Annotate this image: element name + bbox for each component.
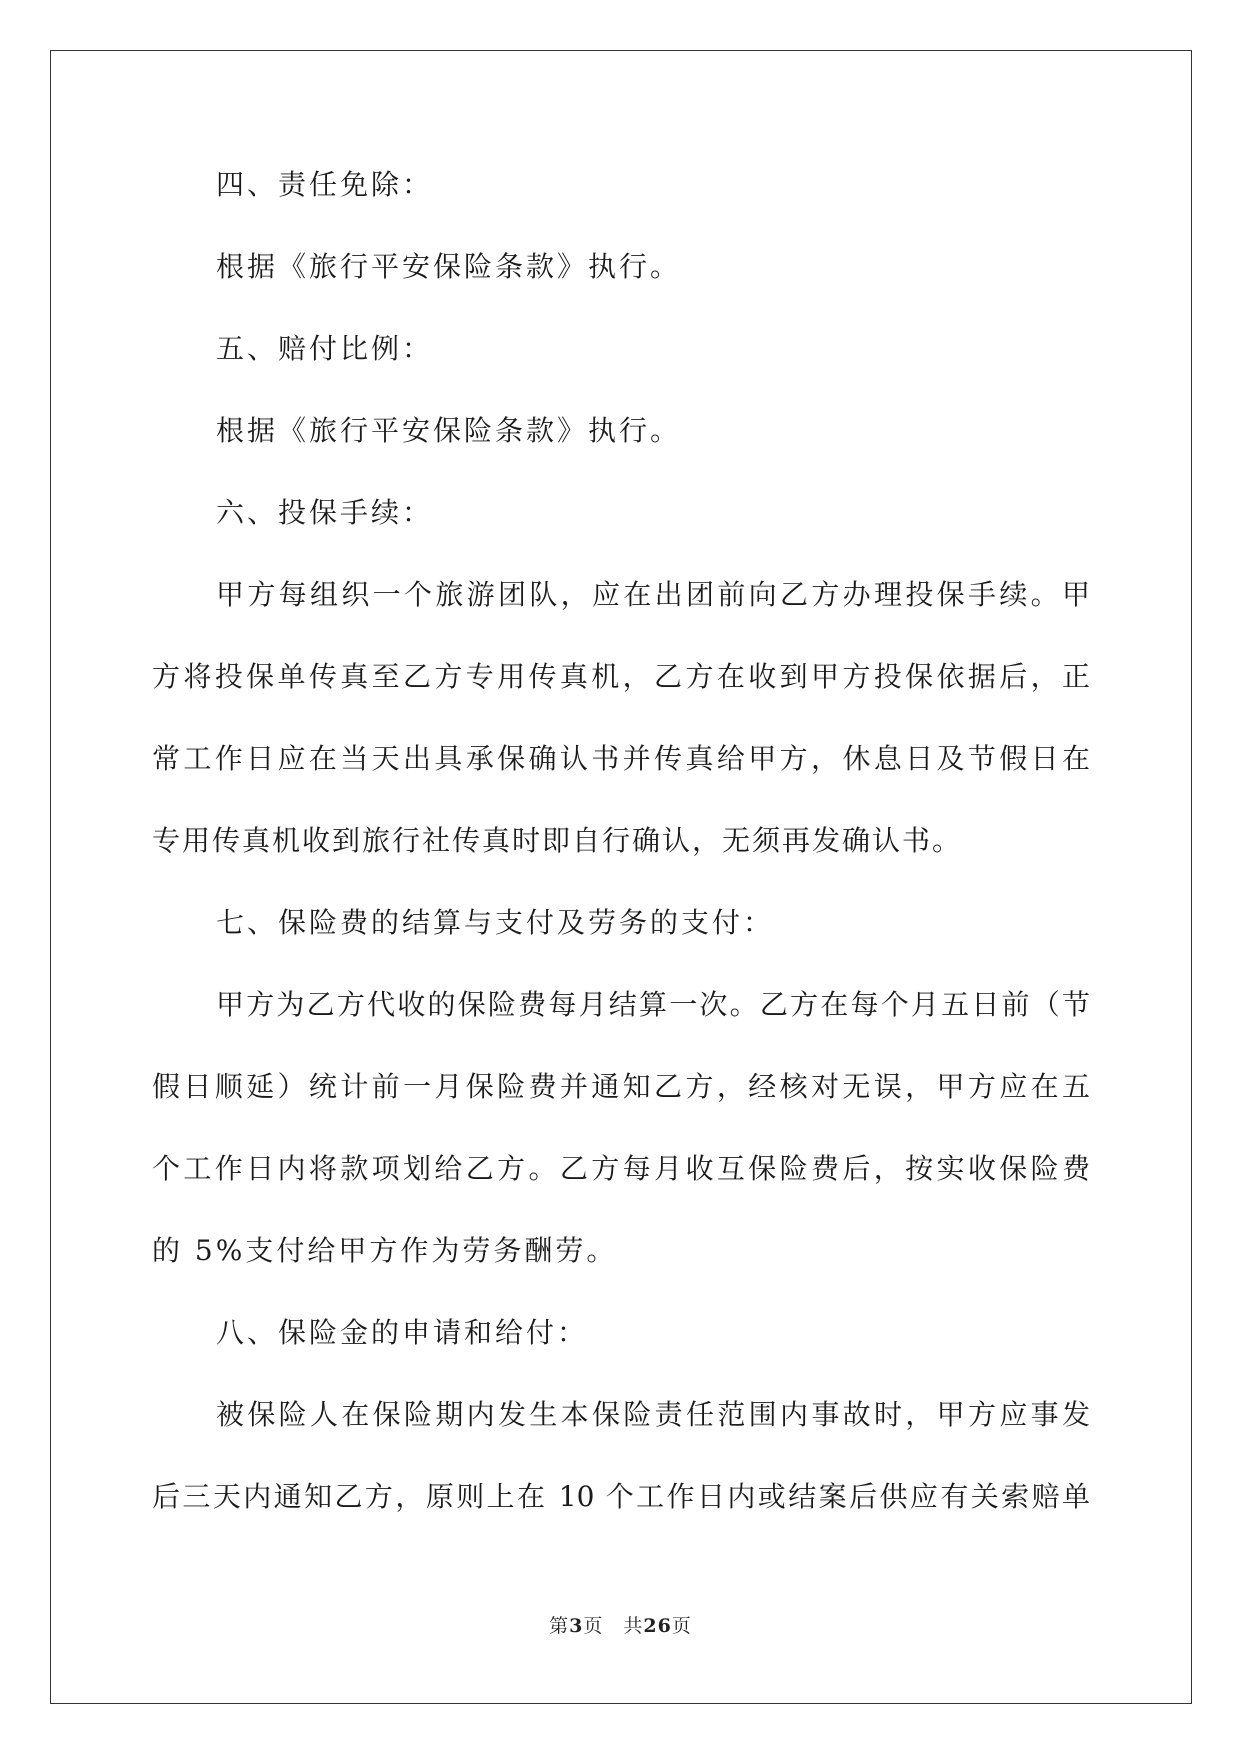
page-prefix: 第 — [549, 1615, 570, 1637]
section-heading-7: 七、保险费的结算与支付及劳务的支付： — [216, 906, 775, 939]
paragraph-line: 的 5%支付给甲方作为劳务酬劳。 — [152, 1234, 618, 1267]
paragraph-line: 常工作日应在当天出具承保确认书并传真给甲方，休息日及节假日在 — [152, 742, 1090, 775]
paragraph-line: 假日顺延）统计前一月保险费并通知乙方，经核对无误，甲方应在五 — [152, 1070, 1090, 1103]
paragraph-line: 根据《旅行平安保险条款》执行。 — [216, 250, 682, 283]
page-border — [50, 50, 1192, 1704]
page-current: 3 — [569, 1615, 584, 1637]
paragraph-line: 专用传真机收到旅行社传真时即自行确认，无须再发确认书。 — [152, 824, 963, 857]
section-heading-8: 八、保险金的申请和给付： — [216, 1316, 589, 1349]
page-footer — [0, 1614, 1241, 1638]
paragraph-line: 个工作日内将款项划给乙方。乙方每月收互保险费后，按实收保险费 — [152, 1152, 1090, 1185]
paragraph-line: 根据《旅行平安保险条款》执行。 — [216, 414, 682, 447]
section-heading-6: 六、投保手续： — [216, 496, 434, 529]
section-heading-5: 五、赔付比例： — [216, 332, 434, 365]
paragraph-line: 甲方为乙方代收的保险费每月结算一次。乙方在每个月五日前（节 — [216, 988, 1090, 1021]
page-total: 26 — [643, 1615, 672, 1637]
paragraph-line: 甲方每组织一个旅游团队，应在出团前向乙方办理投保手续。甲 — [216, 578, 1090, 611]
paragraph-line: 后三天内通知乙方，原则上在 10 个工作日内或结案后供应有关索赔单 — [152, 1480, 1090, 1513]
page-mid: 页 共 — [583, 1615, 644, 1637]
section-heading-4: 四、责任免除： — [216, 168, 434, 201]
paragraph-line: 方将投保单传真至乙方专用传真机，乙方在收到甲方投保依据后，正 — [152, 660, 1090, 693]
page-suffix: 页 — [671, 1615, 692, 1637]
paragraph-line: 被保险人在保险期内发生本保险责任范围内事故时，甲方应事发 — [216, 1398, 1090, 1431]
